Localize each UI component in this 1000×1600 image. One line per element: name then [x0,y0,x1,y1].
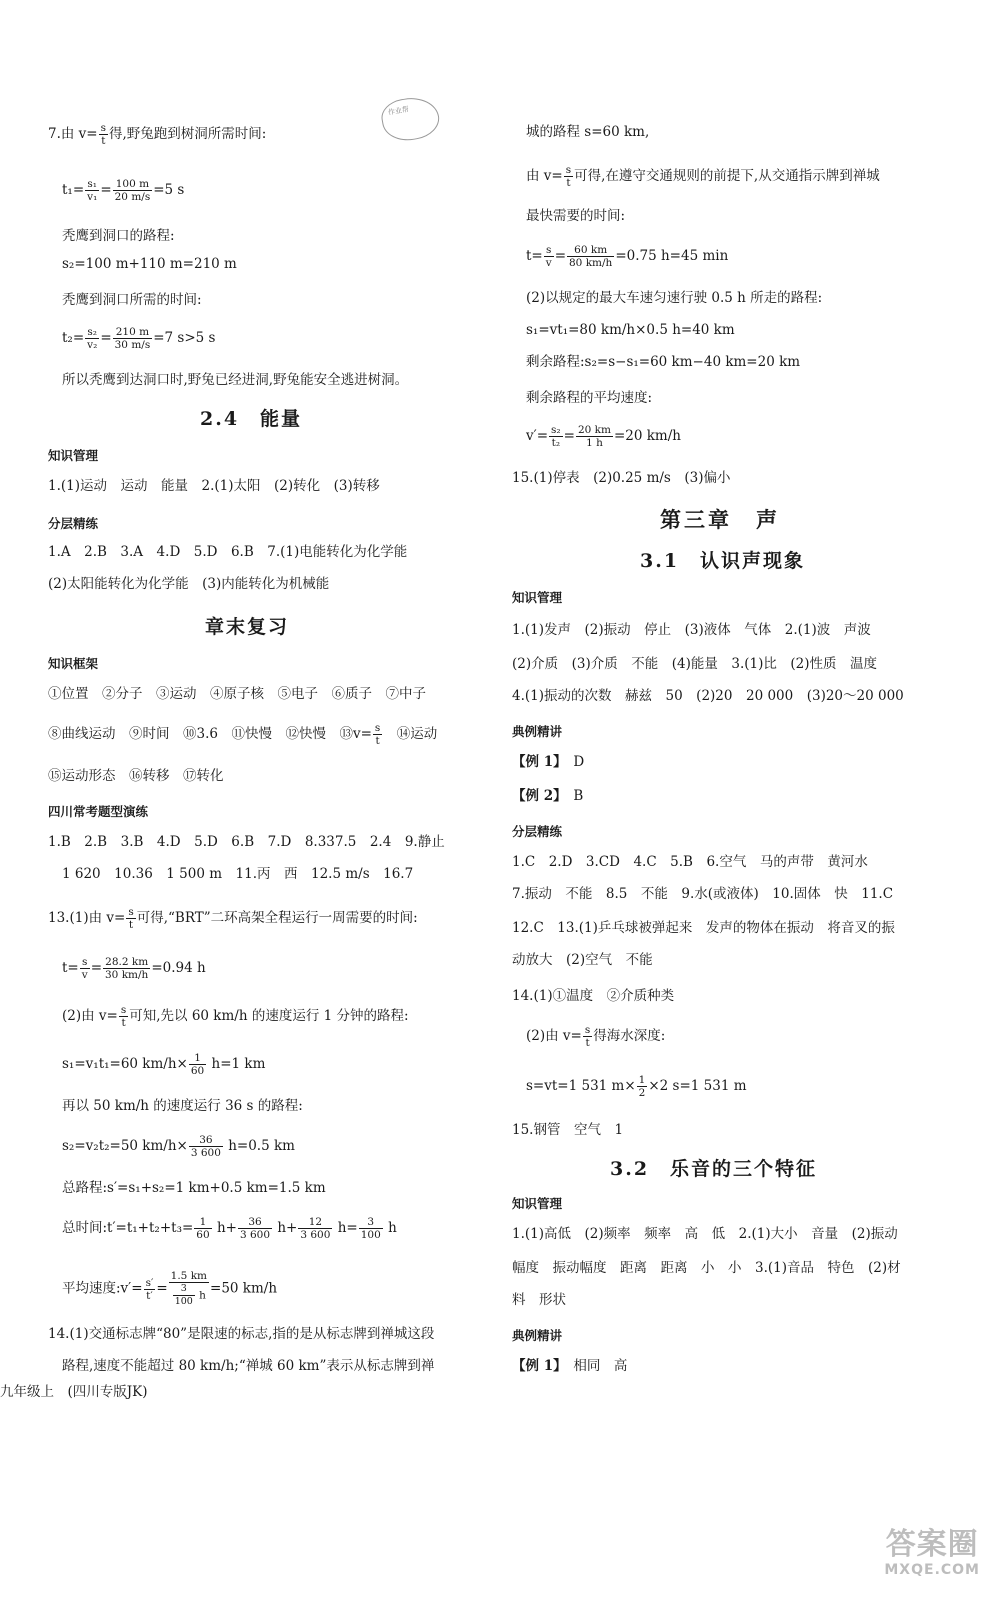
answer-line: ①位置 ②分子 ③运动 ④原子核 ⑤电子 ⑥质子 ⑦中子 [48,686,426,702]
q7-line: 秃鹰到洞口所需的时间: [62,292,202,308]
q13-formula: s₂=v₂t₂=50 km/h× $\frac{36}{3 600}$ h=0.5 km [62,1134,295,1159]
answer-line: 1.B 2.B 3.B 4.D 5.D 6.B 7.D 8.337.5 2.4 9.静止 [48,834,445,850]
page-footer: 九年级上 (四川专版JK) [0,1384,148,1400]
q14-cont-formula: t= $\frac{s}{v}$ = $\frac{60 km}{80 km/h}$ =0.75 h=45 min [526,244,729,269]
q14-line: 14.(1)交通标志牌“80”是限速的标志,指的是从标志牌到禅城这段 [48,1326,435,1342]
label-practice: 分层精练 [48,516,99,531]
label-knowledge: 知识管理 [48,448,99,463]
watermark-logo: 答案圈 MXQE.COM [884,1527,980,1578]
label-framework: 知识框架 [48,656,99,671]
answer-line: 1.(1)运动 运动 能量 2.(1)太阳 (2)转化 (3)转移 [48,478,380,494]
q7-intro: 7.由 v= $\frac{s}{t}$ 得,野兔跑到树洞所需时间: [48,122,267,147]
q13-line: (2)由 v= $\frac{s}{t}$ 可知,先以 60 km/h 的速度运行 1 分钟的路程: [62,1004,409,1029]
answer-line: 1.C 2.D 3.CD 4.C 5.B 6.空气 马的声带 黄河水 [512,854,868,870]
answer-line: ⑧曲线运动 ⑨时间 ⑩3.6 ⑪快慢 ⑫快慢 ⑬v= $\frac{s}{t}$ ⑭运动 [48,722,438,747]
q14-cont-line: 最快需要的时间: [526,208,626,224]
stamp-text: 作业帮 [387,105,410,117]
answer-line: 7.振动 不能 8.5 不能 9.水(或液体) 10.固体 快 11.C [512,886,894,902]
label-examples: 典例精讲 [512,1328,563,1343]
answer-line: 动放大 (2)空气 不能 [512,952,653,968]
answer-line: (2)介质 (3)介质 不能 (4)能量 3.(1)比 (2)性质 温度 [512,656,877,672]
answer-formula: s=vt=1 531 m× $\frac{1}{2}$ ×2 s=1 531 m [526,1074,747,1099]
answer-line: 14.(1)①温度 ②介质种类 [512,988,675,1004]
label-practice: 分层精练 [512,824,563,839]
answer-line: 4.(1)振动的次数 赫兹 50 (2)20 20 000 (3)20～20 000 [512,688,904,704]
q13-line: 再以 50 km/h 的速度运行 36 s 的路程: [62,1098,303,1114]
q7-line: 秃鹰到洞口的路程: [62,228,175,244]
q14-cont-formula: v′= $\frac{\text{s₂}}{\text{t₂}}$ = $\frac{20 km}{1 h}$ =20 km/h [526,424,681,449]
q13-formula: 平均速度:v′= $\frac{s'}{t'}$ = 1.5 km $\frac{3}{100}$ h =50 km/h [62,1270,278,1307]
q13-line: 总路程:s′=s₁+s₂=1 km+0.5 km=1.5 km [62,1180,326,1196]
answer-line: ⑮运动形态 ⑯转移 ⑰转化 [48,768,224,784]
q14-line: 路程,速度不能超过 80 km/h;“禅城 60 km”表示从标志牌到禅 [62,1358,435,1374]
section-title-review: 章末复习 [205,616,290,638]
answer-line: 料 形状 [512,1292,566,1308]
chapter-title: 第三章 声 [660,507,780,532]
answer-line: 12.C 13.(1)乒乓球被弹起来 发声的物体在振动 将音叉的振 [512,920,895,936]
label-knowledge: 知识管理 [512,590,563,605]
answer-line: (2)太阳能转化为化学能 (3)内能转化为机械能 [48,576,330,592]
q14-cont-line: 由 v= $\frac{s}{t}$ 可得,在遵守交通规则的前提下,从交通指示牌到禅城 [526,164,880,189]
answer-line: 幅度 振动幅度 距离 距离 小 小 3.(1)音品 特色 (2)材 [512,1260,901,1276]
q13-line: 13.(1)由 v= $\frac{s}{t}$ 可得,“BRT”二环高架全程运行一周需要的时间: [48,906,418,931]
answer-line: 1.(1)高低 (2)频率 频率 高 低 2.(1)大小 音量 (2)振动 [512,1226,898,1242]
label-knowledge: 知识管理 [512,1196,563,1211]
section-title-3-1: 3.1 认识声现象 [640,550,806,572]
q7-conclusion: 所以秃鹰到达洞口时,野兔已经进洞,野兔能安全逃进树洞。 [62,372,409,388]
q14-cont-line: 城的路程 s=60 km, [526,124,650,140]
section-title-3-2: 3.2 乐音的三个特征 [610,1158,818,1180]
q7-t1-formula: t₁= $\frac{\text{s₁}}{\text{v₁}}$ = $\frac{100 m}{20 m/s}$ =5 s [62,178,185,203]
q13-formula: 总时间:t′=t₁+t₂+t₃= $\frac{1}{60}$ h+ $\frac{36}{3 600}$ h+ $\frac{12}{3 600}$ h= $\frac{3}{100}$ h [62,1216,397,1241]
q7-t2-formula: t₂= $\frac{\text{s₂}}{\text{v₂}}$ = $\frac{210 m}{30 m/s}$ =7 s>5 s [62,326,216,351]
q7-line: s₂=100 m+110 m=210 m [62,256,237,272]
q14-cont-line: (2)以规定的最大车速匀速行驶 0.5 h 所走的路程: [526,290,823,306]
section-title-2-4: 2.4 能量 [200,408,303,430]
q14-cont-line: s₁=vt₁=80 km/h×0.5 h=40 km [526,322,735,338]
answer-line: 1.A 2.B 3.A 4.D 5.D 6.B 7.(1)电能转化为化学能 [48,544,408,560]
label-sichuan-practice: 四川常考题型演练 [48,804,149,819]
q13-formula: t= $\frac{s}{v}$ = $\frac{28.2 km}{30 km/h}$ =0.94 h [62,956,206,981]
answer-line: (2)由 v= $\frac{s}{t}$ 得海水深度: [526,1024,666,1049]
example-answer: 【例 1】 D [512,754,585,770]
answer-line: 15.钢管 空气 1 [512,1122,624,1138]
q14-cont-line: 剩余路程的平均速度: [526,390,653,406]
example-answer: 【例 1】 相同 高 [512,1358,628,1374]
example-answer: 【例 2】 B [512,788,584,804]
q13-formula: s₁=v₁t₁=60 km/h× $\frac{1}{60}$ h=1 km [62,1052,266,1077]
answer-line: 1 620 10.36 1 500 m 11.丙 西 12.5 m/s 16.7 [62,866,414,882]
q14-cont-line: 剩余路程:s₂=s−s₁=60 km−40 km=20 km [526,354,801,370]
frac-s-over-t: $\frac{s}{t}$ [100,122,107,147]
q15-line: 15.(1)停表 (2)0.25 m/s (3)偏小 [512,470,731,486]
label-examples: 典例精讲 [512,724,563,739]
stamp-shape [379,93,442,144]
answer-line: 1.(1)发声 (2)振动 停止 (3)液体 气体 2.(1)波 声波 [512,622,871,638]
